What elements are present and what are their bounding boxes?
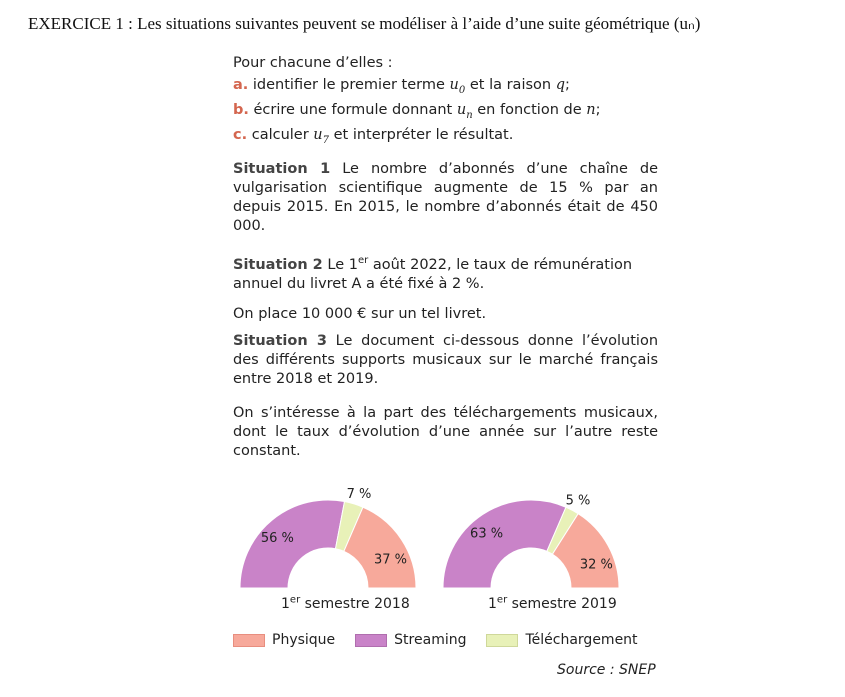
half-donut-charts [232,478,652,598]
situation-2-deposit: On place 10 000 € sur un tel livret. [233,306,487,322]
situation-3-label: Situation 3 [233,333,327,349]
data-label-telechargement-2019: 5 % [565,493,591,509]
math-un: $u_n$ [456,102,473,121]
data-label-streaming-2018: 56 % [260,531,294,547]
legend-swatch-streaming [355,634,387,647]
chart-label-2019: 1er semestre 2019 [488,594,617,612]
math-u0: $u_0$ [449,77,466,96]
legend-swatch-physique [233,634,265,647]
situation-1 [233,160,658,236]
marker-a: a. [233,77,249,93]
chart-legend [233,632,658,648]
math-u7: $u_7$ [313,127,330,146]
exercise-title: EXERCICE 1 : Les situations suivantes peuvent se modéliser à l’aide d’une suite géométrique (uₙ) [28,14,701,33]
instruction-a: a. identifier le premier terme $u_0$ et la raison q; [233,77,570,96]
legend-item-telechargement: Téléchargement [486,632,637,648]
marker-b: b. [233,102,249,118]
data-label-telechargement-2018: 7 % [346,487,372,503]
data-label-physique-2019: 32 % [579,557,613,573]
slice-streaming-2019 [443,500,566,588]
data-label-physique-2018: 37 % [373,552,408,568]
chart-label-2018: 1er semestre 2018 [281,594,410,612]
data-label-streaming-2019: 63 % [470,526,504,542]
situation-3: Situation 3 Le document ci-dessous donne l’évolution des différents supports musicaux sur le marché français entre 2018 et 2019. [233,333,659,387]
instruction-b: b. écrire une formule donnant $u_n$ en fonction de n; [233,102,601,121]
situation-2-label: Situation 2 [233,257,323,273]
legend-item-physique: Physique [233,632,335,648]
math-n: n [586,102,596,118]
instruction-c: c. calculer $u_7$ et interpréter le résultat. [233,127,514,146]
legend-item-streaming: Streaming [355,632,466,648]
situation-3-question: On s’intéresse à la part des téléchargements musicaux, dont le taux d’évolution d’une année sur l’autre reste constant. [233,405,658,459]
marker-c: c. [233,127,248,143]
situation-1-text: Le nombre d’abonnés d’une chaîne de vulgarisation scientifique augmente de 15 % par an depuis 2015. En 2015, le nombre d’abonnés était de 450 000. [233,161,659,234]
math-q: q [555,77,565,93]
instructions-intro: Pour chacune d’elles : [233,55,393,71]
situation-1-label: Situation 1 [233,161,331,177]
legend-swatch-telechargement [486,634,518,647]
situation-2: Situation 2 Le 1er août 2022, le taux de rémunération annuel du livret A a été fixé à 2 %. [233,255,633,292]
source-note: Source : SNEP [557,662,656,678]
